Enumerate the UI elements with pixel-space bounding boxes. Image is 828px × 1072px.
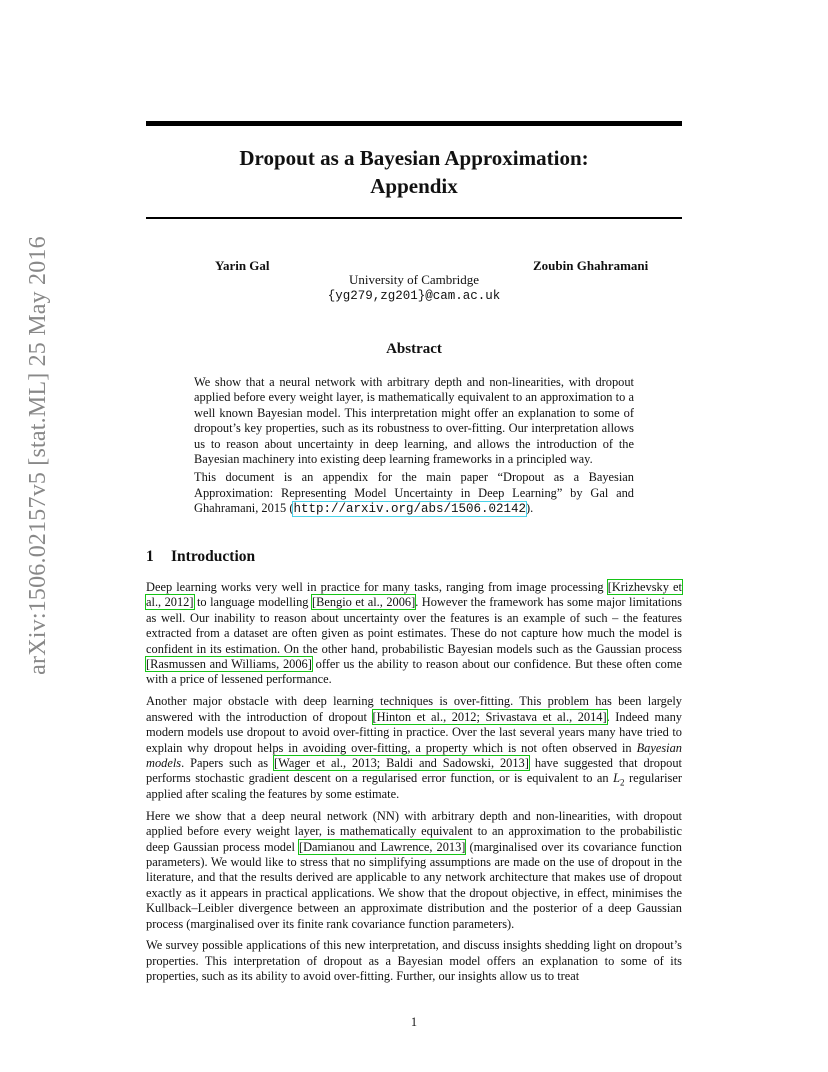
title-top-rule: [146, 121, 682, 126]
page-number: 1: [410, 1015, 418, 1029]
body-paragraph-4: We survey possible applications of this new interpretation, and discuss insights shedding light on dropout’s properties. This interpretation of dropout as a Bayesian model offers an explanation to some of its properties, such as its ability to avoid over-fitting. Further, our insights allow us to treat: [146, 938, 682, 984]
section-number: 1: [146, 548, 154, 565]
affiliation-block: [146, 272, 682, 304]
citation-link[interactable]: [Bengio et al., 2006]: [311, 595, 416, 610]
paper-title-line-1: Dropout as a Bayesian Approximation:: [239, 146, 589, 170]
section-title: Introduction: [171, 548, 256, 565]
abstract-appendix-note: This document is an appendix for the main paper “Dropout as a Bayesian Approximation: Representing Model Uncertainty in Deep Learning” by Gal and Ghahramani, 2015 (http://arxiv.org/abs/1506.02142).: [194, 470, 634, 517]
arxiv-stamp-text: arXiv:1506.02157v5 [stat.ML] 25 May 2016: [24, 235, 51, 675]
abstract-paragraph: We show that a neural network with arbitrary depth and non-linearities, with dropout applied before every weight layer, is mathematically equivalent to an approximation to a well known Bayesian model. This interpretation might offer an explanation to some of dropout’s key properties, such as its robustness to over-fitting. Our interpretation allows us to reason about uncertainty in deep learning, and allows the introduction of the Bayesian machinery into existing deep learning frameworks in a principled way.: [194, 375, 634, 467]
arxiv-stamp: [23, 235, 53, 675]
body-paragraph-2: Another major obstacle with deep learning techniques is over-fitting. This problem has been largely answered with the introduction of dropout [Hinton et al., 2012; Srivastava et al., 2014]. Indeed many modern models use dropout to avoid over-fitting in practice. Over the last several years many have tried to explain why dropout helps in avoiding over-fitting, a property which is not often observed in Bayesian models. Papers such as [Wager et al., 2013; Baldi and Sadowski, 2013] have suggested that dropout performs stochastic gradient descent on a regularised error function, or is equivalent to an $L_2$ regulariser applied after scaling the features by some estimate.: [146, 694, 682, 801]
body-paragraph-3: Here we show that a deep neural network (NN) with arbitrary depth and non-linearities, with dropout applied before every weight layer, is mathematically equivalent to an approximation to the probabilistic deep Gaussian process model [Damianou and Lawrence, 2013] (marginalised over its covariance function parameters). We would like to stress that no simplifying assumptions are made on the use of dropout in the literature, and that the results derived are applicable to any network architecture that makes use of dropout exactly as it appears in practical applications. We show that the dropout objective, in effect, minimises the Kullback–Leibler divergence between an approximate distribution and the posterior of a deep Gaussian process (marginalised over its finite rank covariance function parameters).: [146, 808, 683, 931]
author-name: Zoubin Ghahramani: [533, 258, 649, 273]
abstract-body: [194, 375, 634, 521]
abstract-heading: Abstract: [386, 341, 442, 357]
author-name: Yarin Gal: [215, 258, 270, 273]
citation-link[interactable]: [Hinton et al., 2012; Srivastava et al., 2014]: [372, 709, 607, 724]
paper-title-line-2: Appendix: [370, 174, 458, 198]
math-subscript: 2: [620, 777, 625, 788]
section-heading: [146, 548, 255, 566]
arxiv-url-link[interactable]: http://arxiv.org/abs/1506.02142: [293, 502, 526, 517]
citation-link[interactable]: [Rasmussen and Williams, 2006]: [146, 657, 312, 672]
paper-title: [146, 144, 682, 200]
citation-link[interactable]: [Krizhevsky et al., 2012]: [146, 580, 682, 610]
math-symbol: L: [613, 771, 621, 786]
title-bottom-rule: [146, 217, 682, 219]
affiliation: University of Cambridge: [349, 272, 479, 287]
emphasis-text: Bayesian models: [146, 740, 682, 770]
body-paragraph-1: Deep learning works very well in practice for many tasks, ranging from image processing [Krizhevsky et al., 2012] to language modelling [Bengio et al., 2006]. However the framework has some major limitations as well. Our inability to reason about uncertainty over the features is an example of such – the features extracted from a dataset are often given as point estimates. These do not capture how much the model is confident in its estimation. On the other hand, probabilistic Bayesian models such as the Gaussian process [Rasmussen and Williams, 2006] offer us the ability to reason about our confidence. But these often come with a price of lessened performance.: [146, 580, 683, 687]
author-email: {yg279,zg201}@cam.ac.uk: [327, 289, 501, 303]
citation-link[interactable]: [Wager et al., 2013; Baldi and Sadowski, 2013]: [274, 755, 529, 770]
section-body: [146, 580, 682, 991]
citation-link[interactable]: [Damianou and Lawrence, 2013]: [298, 839, 466, 854]
